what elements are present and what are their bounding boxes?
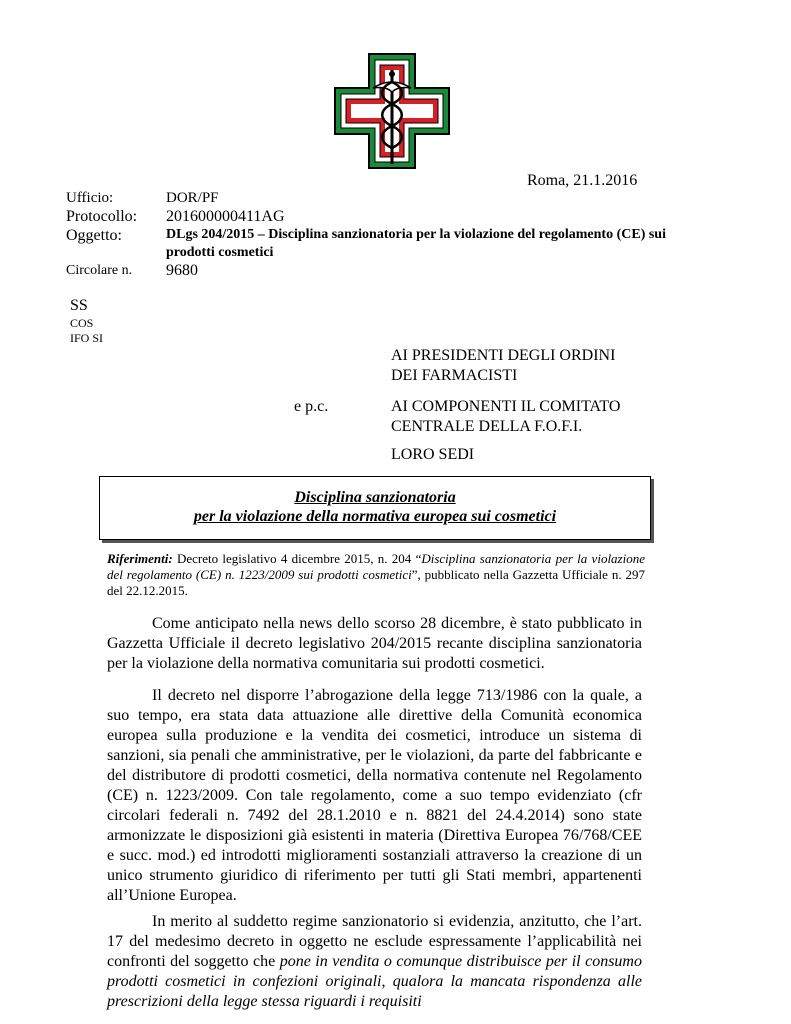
box-subtitle: per la violazione della normativa europea sui cosmetici — [193, 508, 557, 525]
recipient-line1: AI PRESIDENTI DEGLI ORDINI — [391, 347, 616, 364]
paragraph-3 — [107, 912, 642, 1012]
subject-value-cont: prodotti cosmetici — [166, 245, 274, 260]
protocol-label: Protocollo: — [66, 208, 138, 225]
pharmacy-cross-logo — [333, 52, 451, 170]
subject-label: Oggetto: — [66, 227, 122, 244]
references — [107, 551, 645, 599]
paragraph-1 — [107, 614, 642, 674]
document-date: Roma, 21.1.2016 — [527, 172, 638, 189]
cc-line1: AI COMPONENTI IL COMITATO — [391, 398, 621, 415]
office-label: Ufficio: — [66, 190, 114, 206]
subject-value: DLgs 204/2015 – Disciplina sanzionatoria per la violazione del regolamento (CE) sui — [166, 227, 666, 242]
code-main: SS — [70, 297, 88, 314]
refs-label: Riferimenti: — [107, 551, 173, 566]
paragraph-3-italic: pone in vendita o comunque distribuisce per il consumo prodotti cosmetici in confezioni originali, qualora la mancata rispondenza alle prescrizioni della legge stessa riguardi i requisiti — [107, 953, 642, 1010]
box-title: Disciplina sanzionatoria — [294, 489, 456, 506]
cc-line2: CENTRALE DELLA F.O.F.I. — [391, 418, 583, 435]
paragraph-2-text: Il decreto nel disporre l’abrogazione della legge 713/1986 con la quale, a suo tempo, era stata data attuazione alle direttive della Comunità economica europea sulla produzione e la vendita dei cosmetici, introduce un sistema di sanzioni, sia penali che amministrative, per le violazioni, da parte del fabbricante e del distributore di prodotti cosmetici, della normativa contenute nel Regolamento (CE) n. 1223/2009. Con tale regolamento, come a suo tempo evidenziato (cfr circolari federali n. 7492 del 28.1.2010 e n. 8821 del 24.4.2014) sono state armonizzate le disposizioni già esistenti in materia (Direttiva Europea 76/768/CEE e succ. mod.) ed introdotti miglioramenti sostanziali attraverso la creazione di un unico strumento giuridico di riferimento per tutti gli Stati membri, appartenenti all’Unione Europea. — [107, 687, 642, 904]
circular-value: 9680 — [166, 262, 198, 279]
caduceus-cross-icon — [333, 52, 451, 170]
refs-italic: Disciplina sanzionatoria per la violazione del regolamento (CE) n. 1223/2009 sui prodotti cosmetici — [107, 551, 645, 582]
title-box — [99, 476, 651, 540]
cc-label: e p.c. — [294, 398, 329, 415]
paragraph-1-text: Come anticipato nella news dello scorso 28 dicembre, è stato pubblicato in Gazzetta Ufficiale il decreto legislativo 204/2015 recante disciplina sanzionatoria per la violazione della normativa comunitaria sui prodotti cosmetici. — [107, 615, 642, 672]
paragraph-2 — [107, 686, 642, 906]
recipient-line2: DEI FARMACISTI — [391, 367, 518, 384]
circular-label: Circolare n. — [66, 263, 133, 278]
refs-text1: Decreto legislativo 4 dicembre 2015, n. 204 “ — [172, 551, 422, 566]
office-value: DOR/PF — [166, 190, 219, 206]
code-sub1: COS — [70, 316, 94, 330]
refs-text2: ”, pubblicato nella Gazzetta Ufficiale n. 297 del 22.12.2015. — [107, 567, 646, 598]
closing-line: LORO SEDI — [391, 446, 475, 463]
protocol-value: 201600000411AG — [166, 208, 285, 225]
code-sub2: IFO SI — [70, 331, 104, 345]
paragraph-3-text: In merito al suddetto regime sanzionatorio si evidenzia, anzitutto, che l’art. 17 del medesimo decreto in oggetto ne esclude espressamente l’applicabilità nei confronti del soggetto che — [107, 913, 642, 970]
